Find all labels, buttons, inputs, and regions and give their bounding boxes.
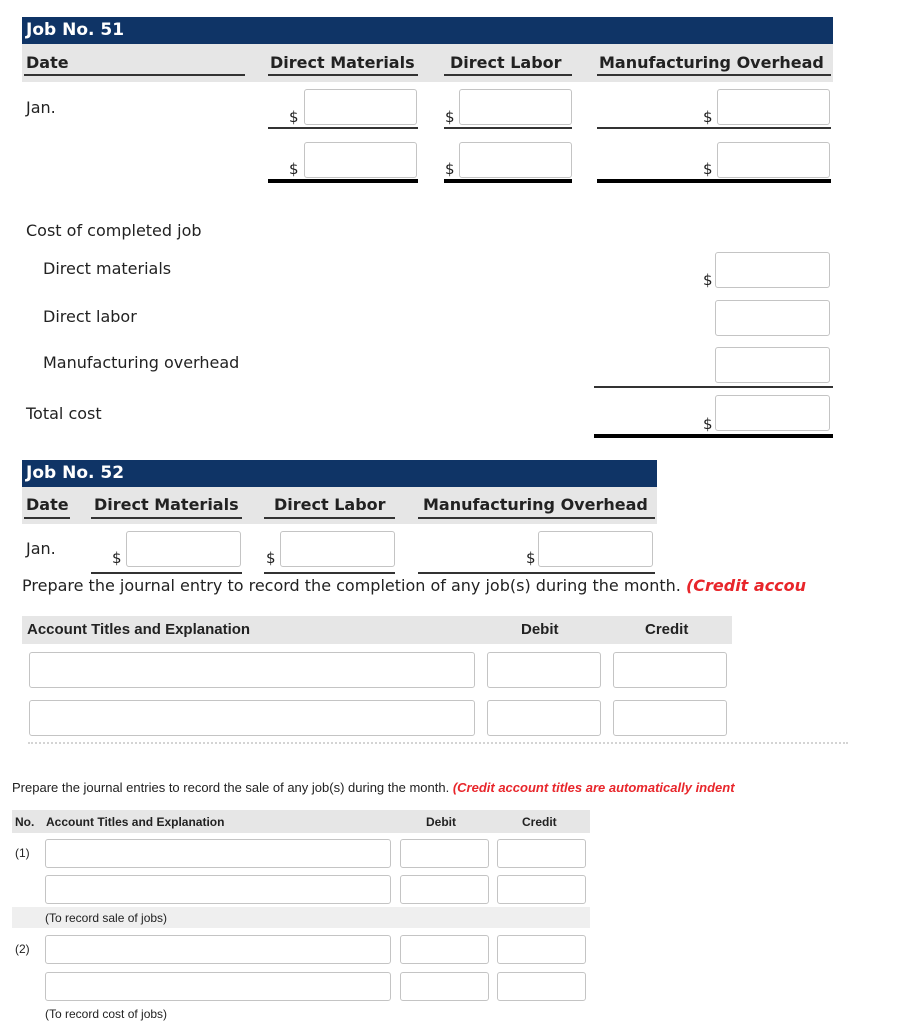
sale-entry-2-debit-input-1[interactable] [400,935,489,964]
job51-header-date: Date [26,53,69,72]
completion-credit-input-2[interactable] [613,700,727,736]
sale-entry-2-credit-input-2[interactable] [497,972,586,1001]
job52-dl-dollar: $ [266,549,276,567]
job52-title: Job No. 52 [26,463,125,483]
job52-dm-underline [91,572,242,574]
job51-mo-input-2[interactable] [717,142,830,178]
job51-dm-dollar-2: $ [289,160,299,178]
job52-dm-dollar: $ [112,549,122,567]
sale-entry-2-debit-input-2[interactable] [400,972,489,1001]
job51-dl-underline-1 [444,127,572,129]
job52-header-mo-underline [418,517,655,519]
job51-header-date-underline [24,74,245,76]
completion-instruction-text: Prepare the journal entry to record the completion of any job(s) during the month. [22,576,681,595]
completion-account-input-2[interactable] [29,700,475,736]
job51-date-jan: Jan. [26,98,56,117]
job52-date-jan: Jan. [26,539,56,558]
job51-dl-dollar-1: $ [445,108,455,126]
job52-header-date-underline [24,517,70,519]
job51-dl-input-2[interactable] [459,142,572,178]
sale-header-debit: Debit [426,815,456,829]
job51-dm-input-1[interactable] [304,89,417,125]
total-cost-label: Total cost [26,404,102,423]
completion-instruction-note: (Credit accou [685,576,807,595]
job51-header-direct-labor: Direct Labor [450,53,562,72]
completion-instruction [22,576,806,596]
job52-dl-input[interactable] [280,531,395,567]
sale-entry-2-account-input-2[interactable] [45,972,391,1001]
sale-header-no: No. [15,815,35,829]
direct-labor-cost-input[interactable] [715,300,830,336]
total-cost-double-underline [594,434,833,438]
sale-header-account: Account Titles and Explanation [46,815,225,829]
job52-mo-dollar: $ [526,549,536,567]
job51-mo-input-1[interactable] [717,89,830,125]
sale-entry-1-debit-input-1[interactable] [400,839,489,868]
job51-mo-double-underline [597,179,831,183]
direct-materials-label: Direct materials [43,259,172,278]
sale-instruction [12,780,735,796]
sale-entry-1-debit-input-2[interactable] [400,875,489,904]
job52-mo-underline [418,572,655,574]
job52-dl-underline [264,572,395,574]
job51-header-dm-underline [268,74,418,76]
sale-entry-2-memo: (To record cost of jobs) [45,1007,168,1021]
manufacturing-overhead-label: Manufacturing overhead [43,353,240,372]
sale-entry-1-credit-input-2[interactable] [497,875,586,904]
total-cost-dollar: $ [703,415,713,433]
job52-mo-input[interactable] [538,531,653,567]
completion-account-input-1[interactable] [29,652,475,688]
completion-credit-input-1[interactable] [613,652,727,688]
job52-dm-input[interactable] [126,531,241,567]
direct-materials-cost-input[interactable] [715,252,830,288]
sale-entry-2-number: (2) [15,942,30,956]
total-cost-top-rule [594,386,833,388]
job51-header-dl-underline [444,74,572,76]
job51-mo-underline-1 [597,127,831,129]
job51-dl-dollar-2: $ [445,160,455,178]
job52-header-dl-underline [264,517,395,519]
job51-header-direct-materials: Direct Materials [270,53,415,72]
job52-header-dm-underline [91,517,242,519]
direct-labor-label: Direct labor [43,307,137,326]
manufacturing-overhead-cost-input[interactable] [715,347,830,383]
job51-dm-input-2[interactable] [304,142,417,178]
completion-header-account: Account Titles and Explanation [27,621,251,638]
direct-materials-dollar: $ [703,271,713,289]
job52-header-manufacturing-overhead: Manufacturing Overhead [423,495,648,514]
job52-header-direct-labor: Direct Labor [274,495,386,514]
sale-entry-1-memo: (To record sale of jobs) [45,911,168,925]
job51-dm-double-underline [268,179,418,183]
job52-header-date: Date [26,495,69,514]
sale-entry-1-credit-input-1[interactable] [497,839,586,868]
job51-dl-input-1[interactable] [459,89,572,125]
sale-entry-1-account-input-2[interactable] [45,875,391,904]
job51-header-manufacturing-overhead: Manufacturing Overhead [599,53,824,72]
job51-mo-dollar-2: $ [703,160,713,178]
completion-debit-input-1[interactable] [487,652,601,688]
completion-header-credit: Credit [645,621,689,638]
total-cost-input[interactable] [715,395,830,431]
job51-dl-double-underline [444,179,572,183]
sale-entry-2-credit-input-1[interactable] [497,935,586,964]
cost-of-completed-job-label: Cost of completed job [26,221,202,240]
sale-header-credit: Credit [522,815,557,829]
completion-header-debit: Debit [521,621,559,638]
sale-entry-1-number: (1) [15,846,30,860]
job52-title-bar [22,460,657,487]
job51-mo-dollar-1: $ [703,108,713,126]
sale-entry-2-account-input-1[interactable] [45,935,391,964]
job51-dm-underline-1 [268,127,418,129]
sale-entry-1-account-input-1[interactable] [45,839,391,868]
job51-dm-dollar-1: $ [289,108,299,126]
section-separator [28,742,848,744]
sale-instruction-note: (Credit account titles are automatically indent [452,780,735,795]
completion-debit-input-2[interactable] [487,700,601,736]
job51-header-mo-underline [597,74,831,76]
job52-header-direct-materials: Direct Materials [94,495,239,514]
job51-title-bar [22,17,833,44]
job51-title: Job No. 51 [26,20,125,40]
sale-instruction-text: Prepare the journal entries to record the sale of any job(s) during the month. [12,780,450,795]
